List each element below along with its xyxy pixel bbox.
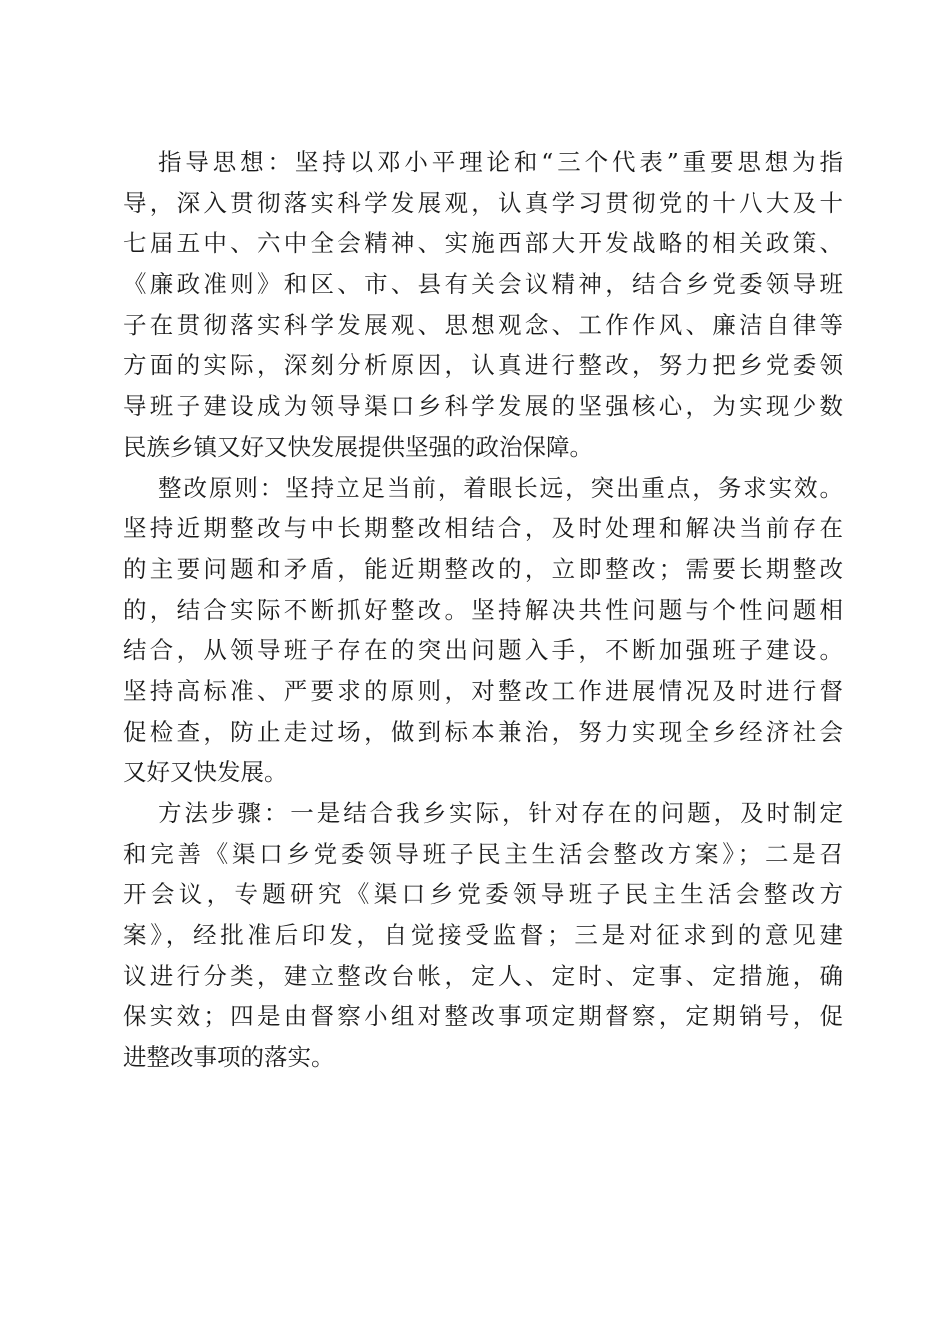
text-line: 保实效；四是由督察小组对整改事项定期督察，定期销号，促 xyxy=(123,1002,843,1031)
text-line: 指导思想：坚持以邓小平理论和“三个代表”重要思想为指 xyxy=(158,148,843,176)
paragraph-rectification-principle xyxy=(123,468,843,794)
text-line: 和完善《渠口乡党委领导班子民主生活会整改方案》；二是召 xyxy=(123,839,843,868)
document-body xyxy=(123,142,843,1078)
text-line: 《廉政准则》和区、市、县有关会议精神，结合乡党委领导班 xyxy=(123,270,843,299)
text-line: 导，深入贯彻落实科学发展观，认真学习贯彻党的十八大及十 xyxy=(123,188,843,217)
text-line: 的主要问题和矛盾，能近期整改的，立即整改；需要长期整改 xyxy=(123,554,843,583)
text-line: 案》，经批准后印发，自觉接受监督；三是对征求到的意见建 xyxy=(123,921,843,950)
text-line: 方面的实际，深刻分析原因，认真进行整改，努力把乡党委领 xyxy=(123,351,843,380)
text-line: 子在贯彻落实科学发展观、思想观念、工作作风、廉洁自律等 xyxy=(123,310,843,339)
text-line: 七届五中、六中全会精神、实施西部大开发战略的相关政策、 xyxy=(123,229,843,258)
text-line: 结合，从领导班子存在的突出问题入手，不断加强班子建设。 xyxy=(123,636,843,665)
paragraph-method-steps xyxy=(123,793,843,1078)
text-line: 坚持近期整改与中长期整改相结合，及时处理和解决当前存在 xyxy=(123,514,843,543)
paragraph-guiding-thought xyxy=(123,142,843,468)
text-line: 坚持高标准、严要求的原则，对整改工作进展情况及时进行督 xyxy=(123,676,843,705)
text-line: 开会议，专题研究《渠口乡党委领导班子民主生活会整改方 xyxy=(123,880,843,909)
text-line: 导班子建设成为领导渠口乡科学发展的坚强核心，为实现少数 xyxy=(123,392,843,421)
text-line: 整改原则：坚持立足当前，着眼长远，突出重点，务求实效。 xyxy=(158,473,843,502)
text-line: 议进行分类，建立整改台帐，定人、定时、定事、定措施，确 xyxy=(123,961,843,990)
text-line: 又好又快发展。 xyxy=(123,758,288,787)
text-line: 促检查，防止走过场，做到标本兼治，努力实现全乡经济社会 xyxy=(123,717,843,746)
text-line: 的，结合实际不断抓好整改。坚持解决共性问题与个性问题相 xyxy=(123,595,843,624)
text-line: 进整改事项的落实。 xyxy=(123,1043,335,1072)
text-line: 方法步骤：一是结合我乡实际，针对存在的问题，及时制定 xyxy=(158,799,843,827)
text-line: 民族乡镇又好又快发展提供坚强的政治保障。 xyxy=(123,432,593,461)
